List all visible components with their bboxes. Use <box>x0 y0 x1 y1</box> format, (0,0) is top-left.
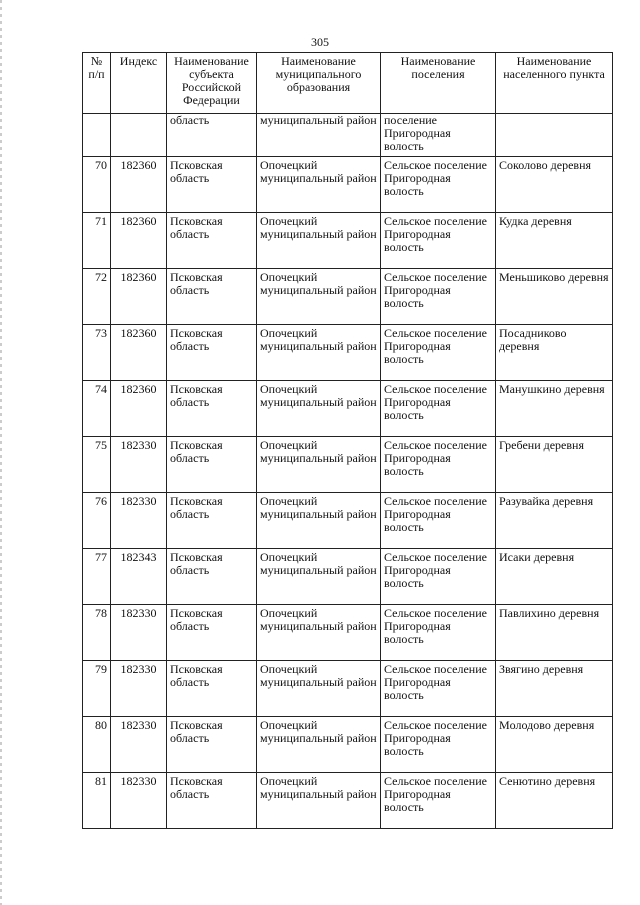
header-row <box>83 53 613 114</box>
cell-place: Исаки деревня <box>496 549 613 605</box>
cell-place <box>496 114 613 157</box>
table-row <box>83 381 613 437</box>
cell-municipality: Опочецкий муниципальный район <box>257 773 381 829</box>
cell-index: 182330 <box>111 717 167 773</box>
table-row <box>83 549 613 605</box>
cell-municipality: Опочецкий муниципальный район <box>257 157 381 213</box>
settlements-table <box>82 52 613 829</box>
cell-subject: Псковская область <box>167 493 257 549</box>
cell-settlement: Сельское поселение Пригородная волость <box>381 549 496 605</box>
cell-num: 72 <box>83 269 111 325</box>
cell-place: Посадниково деревня <box>496 325 613 381</box>
table-row <box>83 661 613 717</box>
cell-municipality: Опочецкий муниципальный район <box>257 493 381 549</box>
cell-place: Сенютино деревня <box>496 773 613 829</box>
cell-subject: Псковская область <box>167 157 257 213</box>
cell-settlement: Сельское поселение Пригородная волость <box>381 773 496 829</box>
cell-num: 73 <box>83 325 111 381</box>
cell-place: Меньшиково деревня <box>496 269 613 325</box>
cell-index: 182330 <box>111 493 167 549</box>
table-row <box>83 773 613 829</box>
cell-municipality: Опочецкий муниципальный район <box>257 549 381 605</box>
header-num: № п/п <box>83 53 111 114</box>
cell-municipality: Опочецкий муниципальный район <box>257 437 381 493</box>
cell-index: 182330 <box>111 437 167 493</box>
cell-index <box>111 114 167 157</box>
cell-num <box>83 114 111 157</box>
cell-index: 182360 <box>111 213 167 269</box>
cell-municipality: муниципальный район <box>257 114 381 157</box>
cell-municipality: Опочецкий муниципальный район <box>257 269 381 325</box>
cell-subject: Псковская область <box>167 717 257 773</box>
table-row <box>83 269 613 325</box>
cell-settlement: поселение Пригородная волость <box>381 114 496 157</box>
cell-settlement: Сельское поселение Пригородная волость <box>381 717 496 773</box>
cell-num: 81 <box>83 773 111 829</box>
table-row <box>83 605 613 661</box>
cell-place: Mолодово деревня <box>496 717 613 773</box>
cell-index: 182330 <box>111 605 167 661</box>
cell-subject: Псковская область <box>167 549 257 605</box>
cell-municipality: Опочецкий муниципальный район <box>257 717 381 773</box>
table-row <box>83 493 613 549</box>
cell-num: 71 <box>83 213 111 269</box>
header-municipality: Наименование муниципального образования <box>257 53 381 114</box>
cell-subject: Псковская область <box>167 605 257 661</box>
cell-place: Кудка деревня <box>496 213 613 269</box>
cell-place: Павлихино деревня <box>496 605 613 661</box>
cell-index: 182343 <box>111 549 167 605</box>
cell-num: 79 <box>83 661 111 717</box>
table-row-continuation <box>83 114 613 157</box>
table-header <box>83 53 613 114</box>
table-row <box>83 157 613 213</box>
cell-num: 80 <box>83 717 111 773</box>
cell-num: 70 <box>83 157 111 213</box>
cell-num: 75 <box>83 437 111 493</box>
cell-settlement: Сельское поселение Пригородная волость <box>381 493 496 549</box>
cell-place: Гребени деревня <box>496 437 613 493</box>
cell-settlement: Сельское поселение Пригородная волость <box>381 325 496 381</box>
cell-index: 182330 <box>111 773 167 829</box>
table-row <box>83 437 613 493</box>
cell-place: Манушкино деревня <box>496 381 613 437</box>
cell-municipality: Опочецкий муниципальный район <box>257 661 381 717</box>
cell-index: 182360 <box>111 269 167 325</box>
cell-subject: область <box>167 114 257 157</box>
cell-municipality: Опочецкий муниципальный район <box>257 213 381 269</box>
cell-settlement: Сельское поселение Пригородная волость <box>381 437 496 493</box>
table-row <box>83 325 613 381</box>
header-place: Наименование населенного пункта <box>496 53 613 114</box>
cell-num: 74 <box>83 381 111 437</box>
cell-num: 76 <box>83 493 111 549</box>
cell-subject: Псковская область <box>167 325 257 381</box>
cell-subject: Псковская область <box>167 213 257 269</box>
cell-settlement: Сельское поселение Пригородная волость <box>381 269 496 325</box>
cell-settlement: Сельское поселение Пригородная волость <box>381 381 496 437</box>
table-body <box>83 114 613 829</box>
table-row <box>83 717 613 773</box>
cell-place: Звягино деревня <box>496 661 613 717</box>
cell-municipality: Опочецкий муниципальный район <box>257 325 381 381</box>
cell-index: 182330 <box>111 661 167 717</box>
cell-num: 77 <box>83 549 111 605</box>
cell-place: Соколово деревня <box>496 157 613 213</box>
cell-num: 78 <box>83 605 111 661</box>
cell-index: 182360 <box>111 325 167 381</box>
page-number: 305 <box>311 35 329 49</box>
cell-settlement: Сельское поселение Пригородная волость <box>381 605 496 661</box>
cell-subject: Псковская область <box>167 381 257 437</box>
cell-municipality: Опочецкий муниципальный район <box>257 381 381 437</box>
scan-edge-artifact <box>0 0 2 905</box>
table-row <box>83 213 613 269</box>
cell-place: Разувайка деревня <box>496 493 613 549</box>
cell-subject: Псковская область <box>167 773 257 829</box>
cell-settlement: Сельское поселение Пригородная волость <box>381 213 496 269</box>
header-settlement: Наименование поселения <box>381 53 496 114</box>
header-index: Индекс <box>111 53 167 114</box>
cell-subject: Псковская область <box>167 437 257 493</box>
cell-settlement: Сельское поселение Пригородная волость <box>381 661 496 717</box>
header-subject: Наименование субъекта Российской Федерации <box>167 53 257 114</box>
cell-subject: Псковская область <box>167 269 257 325</box>
cell-subject: Псковская область <box>167 661 257 717</box>
cell-settlement: Сельское поселение Пригородная волость <box>381 157 496 213</box>
cell-index: 182360 <box>111 381 167 437</box>
cell-index: 182360 <box>111 157 167 213</box>
cell-municipality: Опочецкий муниципальный район <box>257 605 381 661</box>
